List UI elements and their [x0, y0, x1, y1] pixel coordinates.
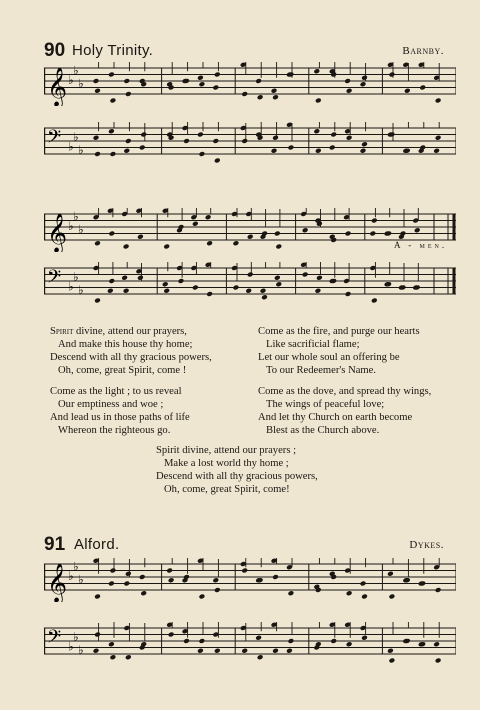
note-head [330, 638, 337, 644]
flat-icon: ♭ [78, 572, 84, 587]
note-head [93, 648, 100, 654]
note-head [214, 72, 221, 78]
note-head [183, 138, 190, 144]
note-head [241, 568, 248, 574]
note-head [94, 594, 101, 600]
note-head [247, 234, 254, 240]
note-head [140, 132, 147, 138]
note-head [433, 641, 440, 647]
note-head [414, 227, 421, 233]
note-head [315, 148, 322, 154]
note-head [93, 135, 100, 141]
note-head [275, 281, 282, 287]
note-head [123, 244, 130, 250]
flat-icon: ♭ [78, 142, 84, 157]
hymn-title: Alford. [74, 536, 120, 553]
note-head [241, 648, 248, 654]
note-head [137, 234, 144, 240]
note-head [123, 581, 130, 587]
note-head [433, 148, 440, 154]
verse-line: Spirit divine, attend our prayers ; [156, 445, 297, 456]
note-head [315, 98, 322, 104]
note-head [206, 291, 213, 297]
bass-clef-icon: 𝄢 [47, 267, 62, 292]
note-head [197, 648, 204, 654]
verse-line: The wings of peaceful love; [266, 399, 385, 410]
verse-first-word: Spirit [50, 326, 74, 337]
music-system-1-treble [44, 62, 456, 106]
verse-line: Let our whole soul an offering be [258, 352, 400, 363]
verse-line: And lead us in those paths of life [50, 412, 190, 423]
note-head [93, 78, 100, 84]
music-system-3-bass [44, 622, 456, 666]
flat-icon: ♭ [78, 282, 84, 297]
note-head [123, 148, 130, 154]
note-head [288, 145, 295, 151]
verse-line: Oh, come, great Spirit, come ! [58, 365, 187, 376]
note-head [125, 571, 132, 577]
verse-5 [156, 444, 318, 496]
note-head [274, 275, 281, 281]
note-head [125, 91, 132, 97]
note-head [110, 98, 117, 104]
note-head [108, 581, 115, 587]
note-head [212, 577, 219, 583]
flat-icon: ♭ [68, 73, 74, 87]
note-head [192, 285, 199, 291]
note-head [199, 638, 206, 644]
note-head [404, 88, 411, 94]
note-head [255, 635, 262, 641]
note-head [247, 272, 254, 278]
note-head [387, 571, 394, 577]
note-head [361, 75, 368, 81]
verse-line: Our emptiness and woe ; [58, 399, 164, 410]
note-head [288, 590, 295, 596]
note-head [316, 275, 323, 281]
note-head [192, 221, 199, 227]
note-head [168, 577, 175, 583]
note-head [183, 638, 190, 644]
verse-line: Like sacrificial flame; [266, 339, 360, 350]
note-head [361, 141, 368, 147]
note-head [346, 590, 353, 596]
note-head [163, 244, 170, 250]
staff-lines [44, 628, 456, 654]
note-head [371, 298, 378, 304]
note-head [360, 81, 367, 87]
treble-clef-icon: 𝄞 [47, 213, 68, 252]
note-head [271, 88, 278, 94]
staff-lines [44, 128, 456, 154]
note-head [214, 648, 221, 654]
note-head [361, 594, 368, 600]
note-head [94, 632, 101, 638]
verse-line: Oh, come, great Spirit, come! [164, 484, 290, 495]
note-head [137, 275, 144, 281]
note-head [330, 132, 337, 138]
flat-icon: ♭ [68, 139, 74, 154]
note-head [94, 88, 101, 94]
note-head [435, 587, 442, 593]
note-head [212, 138, 219, 144]
note-head [110, 568, 117, 574]
note-head [435, 98, 442, 104]
hymn-composer: Dykes. [409, 539, 444, 551]
verse-line: And let thy Church on earth become [258, 412, 413, 423]
flat-icon: ♭ [73, 629, 79, 644]
note-head [435, 135, 442, 141]
note-head [389, 658, 396, 664]
note-head [139, 574, 146, 580]
music-system-3-treble [44, 558, 456, 602]
note-head [387, 648, 394, 654]
note-head [178, 278, 185, 284]
note-head [261, 294, 268, 300]
flat-icon: ♭ [73, 129, 79, 144]
note-head [108, 231, 115, 237]
note-head [108, 72, 115, 78]
note-head [346, 135, 353, 141]
note-head [313, 68, 320, 74]
note-head [369, 231, 376, 237]
verse-line: Come as the dove, and spread thy wings, [258, 386, 432, 397]
verse-line: Descend with all thy gracious powers, [156, 471, 318, 482]
note-head [302, 272, 309, 278]
note-head [108, 641, 115, 647]
verse-line: To our Redeemer's Name. [266, 365, 377, 376]
note-head [360, 581, 367, 587]
note-head [108, 278, 115, 284]
note-head [272, 94, 279, 100]
note-head [271, 148, 278, 154]
note-head [272, 135, 279, 141]
note-head [199, 151, 206, 157]
verse-line: And make this house thy home; [58, 339, 193, 350]
note-head [275, 244, 282, 250]
hymn-number: 91 [44, 534, 66, 555]
note-head [139, 145, 146, 151]
note-head [94, 240, 101, 246]
note-head [435, 658, 442, 664]
note-head [361, 635, 368, 641]
treble-clef-icon: 𝄞 [47, 67, 68, 106]
verse-line: divine, attend our prayers, [73, 326, 187, 337]
verse-line: Descend with all thy gracious powers, [50, 352, 212, 363]
note-head [389, 72, 396, 78]
note-head [140, 590, 147, 596]
hymn-composer: Barnby. [402, 45, 444, 57]
note-head [108, 128, 115, 134]
flat-icon: ♭ [78, 222, 84, 237]
note-head [166, 568, 173, 574]
staff-lines [44, 564, 456, 590]
note-head [313, 128, 320, 134]
note-head [329, 145, 336, 151]
music-system-1-bass [44, 122, 456, 166]
note-head [345, 231, 352, 237]
flat-icon: ♭ [68, 639, 74, 654]
note-head [371, 218, 378, 224]
note-head [241, 138, 248, 144]
verse-line: Come as the light ; to us reveal [50, 386, 182, 397]
verse-line: Come as the fire, and purge our hearts [258, 326, 420, 337]
note-head [346, 641, 353, 647]
flat-icon: ♭ [68, 279, 74, 294]
note-head [315, 288, 322, 294]
hymn-91-header [44, 534, 444, 558]
verse-line: Blest as the Church above. [266, 425, 380, 436]
flat-icon: ♭ [68, 569, 74, 583]
note-head [214, 587, 221, 593]
note-head [162, 281, 169, 287]
flat-icon: ♭ [73, 63, 79, 78]
note-head [345, 291, 352, 297]
note-head [419, 85, 426, 91]
note-head [163, 288, 170, 294]
note-head [121, 275, 128, 281]
note-head [257, 94, 264, 100]
note-head [274, 231, 281, 237]
flat-icon: ♭ [78, 642, 84, 657]
note-head [245, 288, 252, 294]
flat-icon: ♭ [73, 269, 79, 284]
note-head [123, 288, 130, 294]
note-head [346, 88, 353, 94]
verse-line: Whereon the righteous go. [58, 425, 171, 436]
verse-2 [258, 325, 420, 377]
verse-3 [50, 385, 190, 437]
note-head [205, 214, 212, 220]
note-head [110, 654, 117, 660]
note-head [272, 648, 279, 654]
note-head [214, 158, 221, 164]
treble-clef-icon: 𝄞 [47, 563, 68, 602]
note-head [233, 285, 240, 291]
note-head [302, 227, 309, 233]
note-head [206, 240, 213, 246]
note-head [94, 298, 101, 304]
note-head [233, 240, 240, 246]
note-head [389, 594, 396, 600]
amen-label: A - men. [394, 240, 448, 250]
note-head [110, 151, 117, 157]
note-head [255, 78, 262, 84]
flat-icon: ♭ [68, 219, 74, 233]
verse-1 [50, 325, 212, 377]
note-head [107, 288, 114, 294]
note-head [94, 151, 101, 157]
note-head [257, 654, 264, 660]
note-head [197, 132, 204, 138]
note-head [199, 81, 206, 87]
note-head [168, 632, 175, 638]
verse-4 [258, 385, 431, 437]
flat-icon: ♭ [78, 76, 84, 91]
note-head [123, 78, 130, 84]
bass-clef-icon: 𝄢 [47, 627, 62, 652]
hymn-90-header [44, 40, 444, 64]
note-head [125, 138, 132, 144]
hymn-number: 90 [44, 40, 66, 61]
bass-clef-icon: 𝄢 [47, 127, 62, 152]
note-head [288, 638, 295, 644]
hymn-title: Holy Trinity. [72, 42, 154, 59]
note-head [260, 288, 267, 294]
music-system-2-bass [44, 262, 456, 306]
note-head [272, 574, 279, 580]
flat-icon: ♭ [73, 559, 79, 574]
verse-line: Make a lost world thy home ; [164, 458, 289, 469]
note-head [360, 148, 367, 154]
note-head [286, 648, 293, 654]
staff-lines [44, 68, 456, 94]
note-head [197, 75, 204, 81]
note-head [241, 91, 248, 97]
flat-icon: ♭ [73, 209, 79, 224]
note-head [344, 78, 351, 84]
note-head [199, 594, 206, 600]
note-head [125, 654, 132, 660]
note-head [212, 85, 219, 91]
